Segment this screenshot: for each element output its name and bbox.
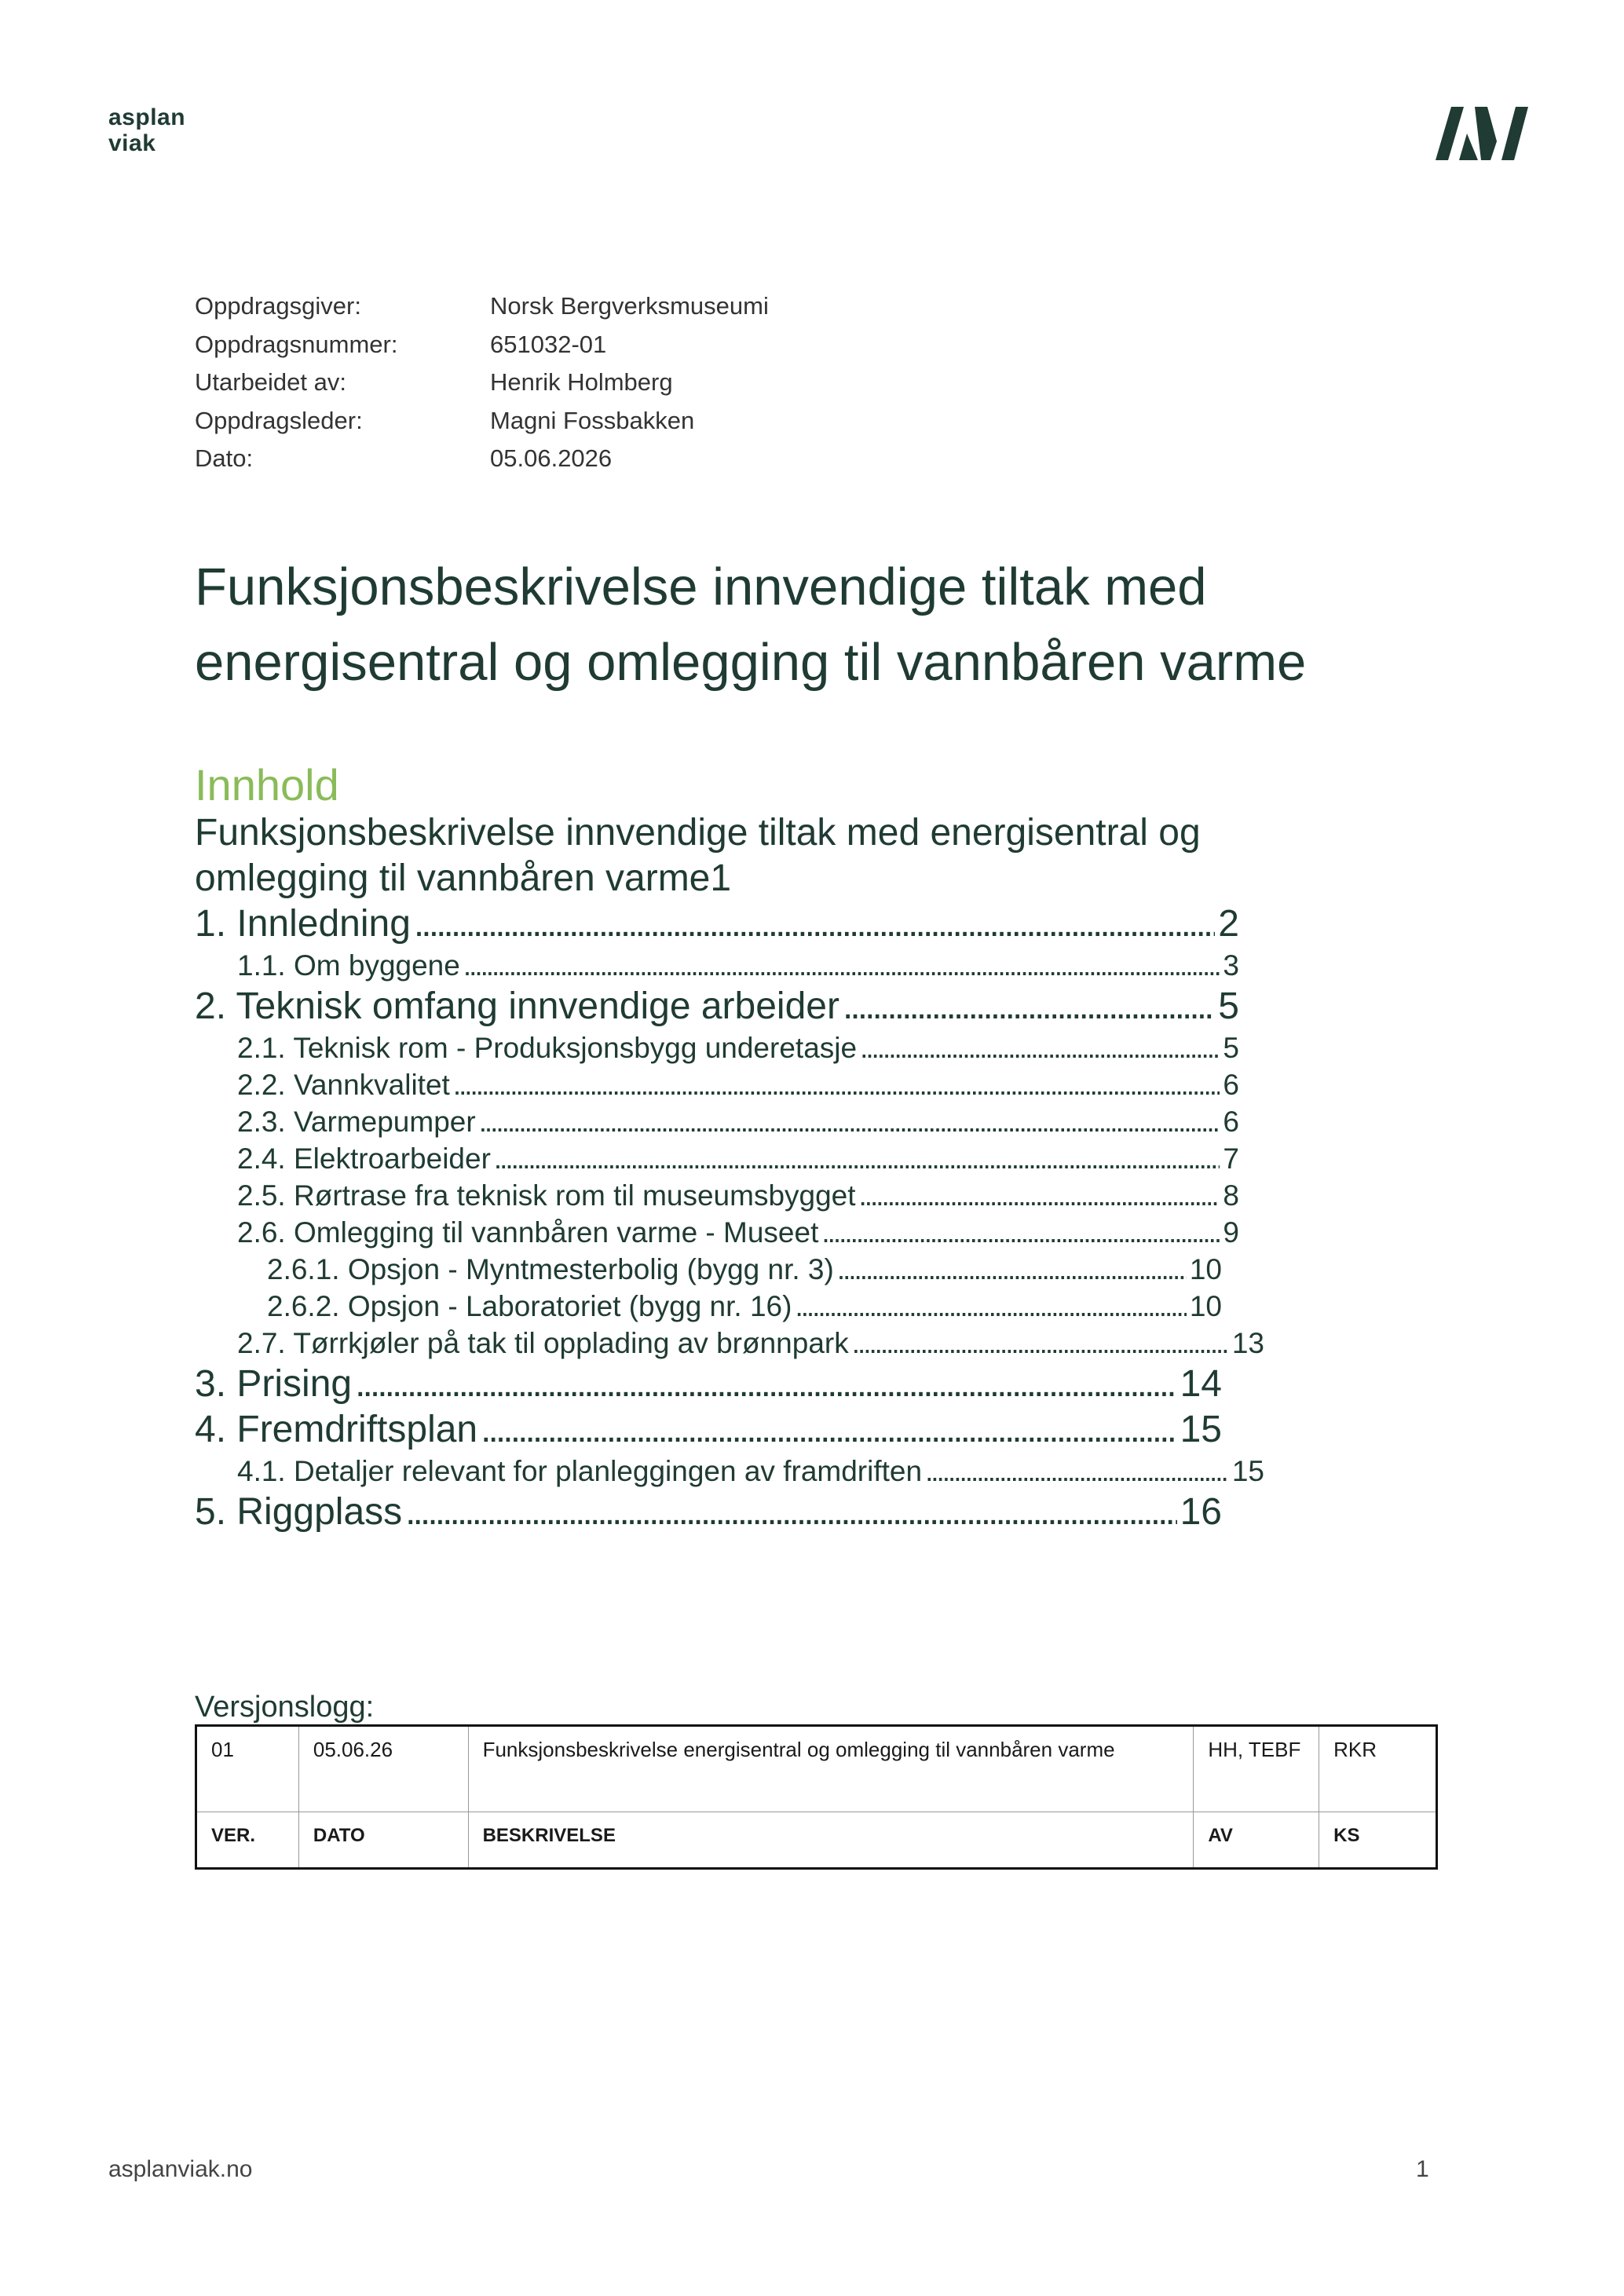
toc-leader	[925, 1453, 1229, 1490]
meta-row	[195, 364, 769, 402]
toc-leader	[795, 1288, 1186, 1325]
toc-leader	[405, 1490, 1176, 1535]
meta-value: Magni Fossbakken	[490, 406, 695, 434]
toc-leader	[843, 984, 1215, 1029]
toc-heading: Innhold	[195, 760, 339, 810]
toc-entry[interactable]	[195, 1490, 1222, 1535]
table-of-contents	[195, 810, 1264, 1535]
toc-entry-title: 2.6. Omlegging til vannbåren varme - Museet	[237, 1216, 819, 1249]
toc-entry-title: 2.2. Vannkvalitet	[237, 1069, 450, 1101]
toc-leader	[859, 1177, 1220, 1214]
toc-entry-title: 1.1. Om byggene	[237, 949, 460, 982]
toc-leader	[463, 947, 1220, 984]
meta-value: Norsk Bergverksmuseumi	[490, 292, 769, 320]
toc-leader	[837, 1251, 1187, 1288]
toc-entry[interactable]	[195, 1407, 1222, 1453]
toc-page-number: 1	[710, 857, 732, 899]
toc-leader	[453, 1066, 1220, 1103]
toc-page-number: 9	[1223, 1216, 1239, 1249]
meta-label: Utarbeidet av:	[195, 368, 346, 396]
meta-value: Henrik Holmberg	[490, 368, 673, 396]
toc-entry[interactable]	[195, 984, 1239, 1029]
toc-entry-title: Funksjonsbeskrivelse innvendige tiltak med energisentral og	[195, 812, 1201, 854]
toc-page-number: 5	[1218, 985, 1239, 1027]
header-ks: KS	[1319, 1812, 1437, 1869]
meta-row	[195, 440, 769, 478]
toc-leader	[355, 1362, 1177, 1407]
toc-leader	[481, 1407, 1176, 1453]
version-log-table	[195, 1724, 1438, 1870]
toc-entry-title: 2.7. Tørrkjøler på tak til opplading av brønnpark	[237, 1327, 849, 1359]
toc-entry[interactable]	[195, 1103, 1239, 1140]
toc-page-number: 7	[1223, 1143, 1239, 1175]
toc-entry[interactable]	[195, 810, 1239, 901]
meta-row	[195, 287, 769, 326]
brand-logo-text	[108, 104, 185, 156]
toc-page-number: 6	[1223, 1106, 1239, 1138]
version-log-label: Versjonslogg:	[195, 1691, 375, 1724]
toc-entry-title: 2.6.2. Opsjon - Laboratoriet (bygg nr. 16)	[267, 1290, 792, 1322]
toc-leader	[494, 1140, 1220, 1177]
table-row	[196, 1726, 1437, 1812]
document-title: Funksjonsbeskrivelse innvendige tiltak med energisentral og omlegging til vannbåren varme	[195, 558, 1307, 692]
toc-entry-title: 3. Prising	[195, 1363, 353, 1405]
cell-author: HH, TEBF	[1194, 1726, 1319, 1812]
toc-entry[interactable]	[195, 1453, 1264, 1490]
toc-page-number: 10	[1189, 1253, 1222, 1285]
toc-page-number: 6	[1223, 1069, 1239, 1101]
toc-leader	[860, 1029, 1220, 1066]
toc-entry-title: 2.6.1. Opsjon - Myntmesterbolig (bygg nr. 3)	[267, 1253, 834, 1285]
toc-entry-title: 2.4. Elektroarbeider	[237, 1143, 491, 1175]
toc-entry[interactable]	[195, 1066, 1239, 1103]
toc-page-number: 14	[1180, 1363, 1222, 1405]
toc-entry[interactable]	[195, 1362, 1222, 1407]
meta-value: 651032-01	[490, 330, 607, 358]
toc-entry-title: 2.5. Rørtrase fra teknisk rom til museumsbygget	[237, 1179, 856, 1212]
logo-line-1: asplan	[108, 104, 186, 130]
av-logo-mark-icon	[1436, 107, 1528, 162]
toc-entry[interactable]	[195, 901, 1239, 947]
toc-entry-title: 2. Teknisk omfang innvendige arbeider	[195, 985, 839, 1027]
toc-entry[interactable]	[195, 1288, 1222, 1325]
meta-value: 05.06.2026	[490, 444, 613, 472]
toc-entry[interactable]	[195, 1325, 1264, 1362]
toc-entry[interactable]	[195, 1214, 1239, 1251]
toc-page-number: 15	[1231, 1455, 1264, 1487]
toc-entry[interactable]	[195, 1251, 1222, 1288]
toc-leader	[479, 1103, 1220, 1140]
toc-entry-title: 5. Riggplass	[195, 1491, 403, 1533]
meta-label: Oppdragsnummer:	[195, 330, 398, 358]
toc-page-number: 16	[1180, 1491, 1222, 1533]
cell-date: 05.06.26	[298, 1726, 468, 1812]
cell-description: Funksjonsbeskrivelse energisentral og omlegging til vannbåren varme	[468, 1726, 1194, 1812]
meta-label: Dato:	[195, 444, 254, 472]
cell-ver: 01	[196, 1726, 299, 1812]
toc-page-number: 8	[1223, 1179, 1239, 1212]
footer-page-number: 1	[1416, 2156, 1429, 2182]
toc-entry[interactable]	[195, 1140, 1239, 1177]
logo-line-2: viak	[108, 130, 156, 156]
table-header-row	[196, 1812, 1437, 1869]
toc-page-number: 2	[1218, 903, 1239, 945]
toc-entry-title-cont: omlegging til vannbåren varme	[195, 857, 711, 899]
toc-page-number: 3	[1223, 949, 1239, 982]
toc-entry[interactable]	[195, 947, 1239, 984]
toc-entry-title: 2.1. Teknisk rom - Produksjonsbygg underetasje	[237, 1032, 858, 1064]
cell-ks: RKR	[1319, 1726, 1437, 1812]
toc-page-number: 13	[1231, 1327, 1264, 1359]
header-date: DATO	[298, 1812, 468, 1869]
toc-entry[interactable]	[195, 1177, 1239, 1214]
toc-leader	[414, 901, 1215, 947]
footer-website-link[interactable]: asplanviak.no	[108, 2156, 253, 2182]
meta-label: Oppdragsgiver:	[195, 292, 361, 320]
toc-page-number: 5	[1223, 1032, 1239, 1064]
meta-row	[195, 402, 769, 441]
header-ver: VER.	[196, 1812, 299, 1869]
header-description: BESKRIVELSE	[468, 1812, 1194, 1869]
toc-leader	[821, 1214, 1220, 1251]
toc-entry-title: 4. Fremdriftsplan	[195, 1409, 478, 1450]
meta-label: Oppdragsleder:	[195, 406, 363, 434]
toc-page-number: 10	[1189, 1290, 1222, 1322]
toc-entry-title: 1. Innledning	[195, 903, 411, 945]
document-metadata	[195, 287, 769, 478]
toc-page-number: 15	[1180, 1409, 1222, 1450]
toc-entry[interactable]	[195, 1029, 1239, 1066]
toc-entry-title: 2.3. Varmepumper	[237, 1106, 476, 1138]
toc-entry-title: 4.1. Detaljer relevant for planleggingen av framdriften	[237, 1455, 923, 1487]
meta-row	[195, 326, 769, 364]
header-author: AV	[1194, 1812, 1319, 1869]
toc-leader	[852, 1325, 1229, 1362]
